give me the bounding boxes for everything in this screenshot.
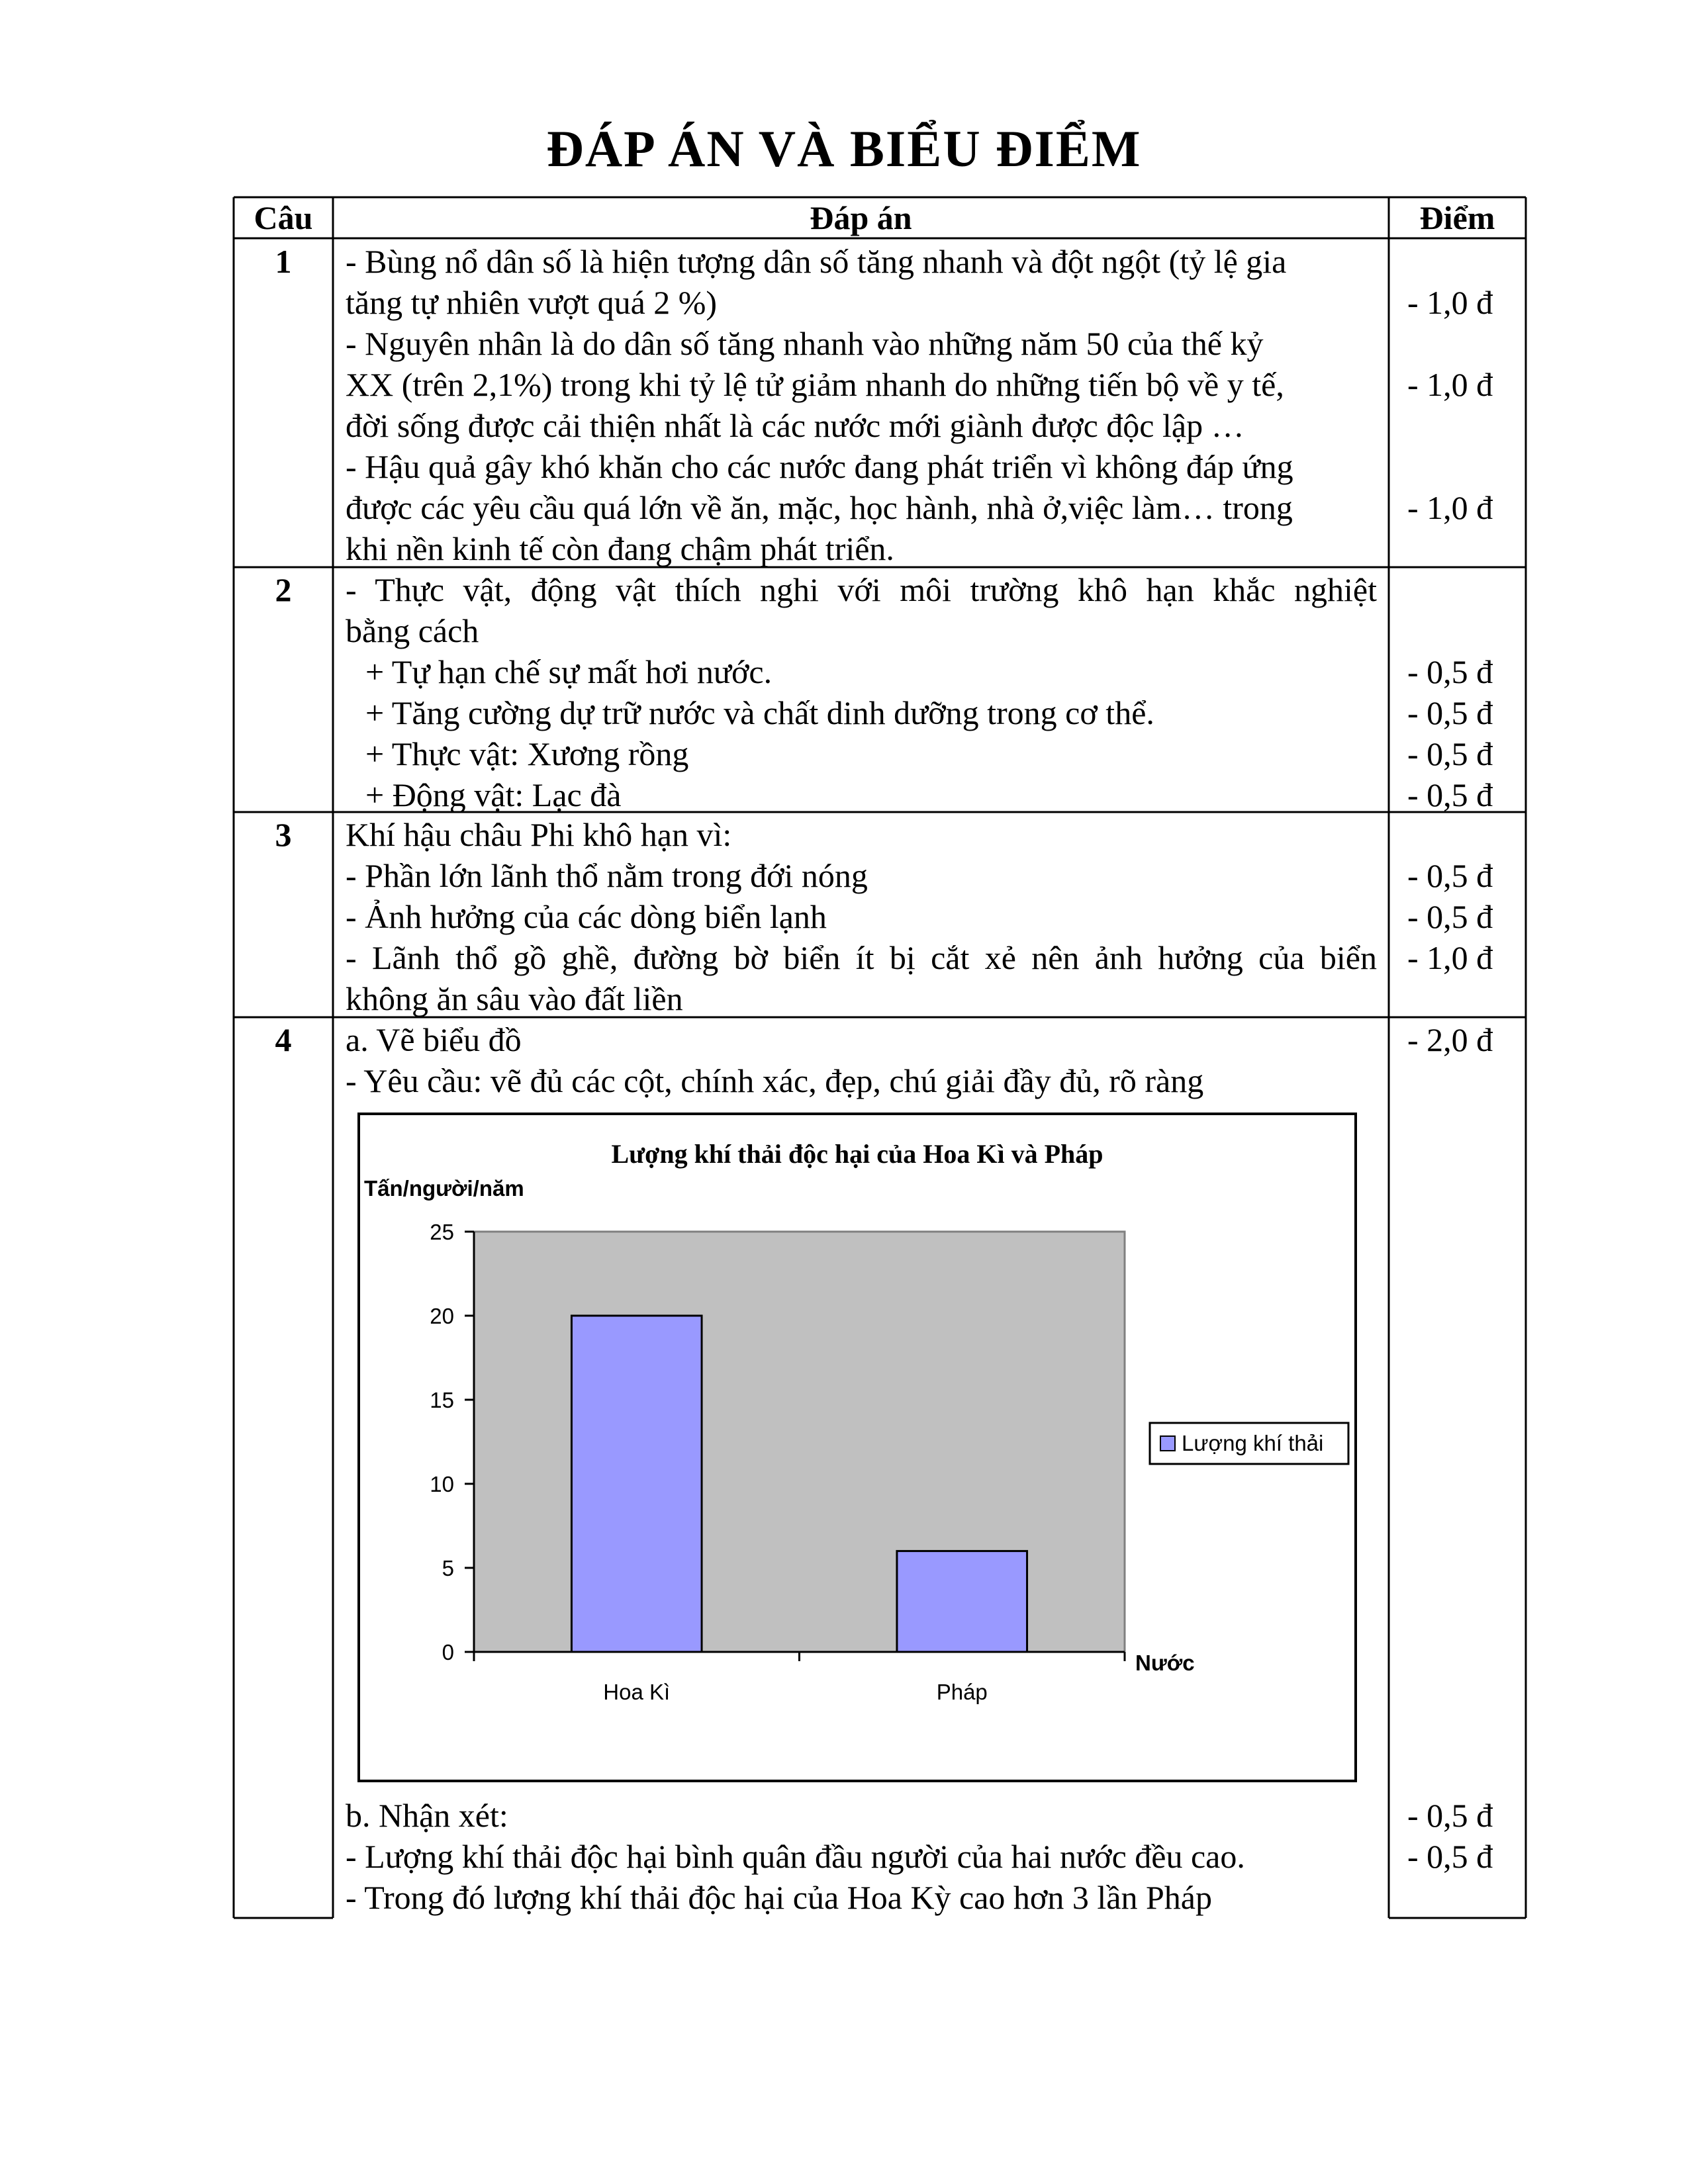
x-axis-label: Nước	[1135, 1651, 1195, 1675]
answer-line: bằng cách	[346, 612, 479, 649]
answer-line: tăng tự nhiên vượt quá 2 %)	[346, 284, 718, 321]
header-answer: Đáp án	[810, 199, 912, 236]
question-number: 2	[275, 571, 292, 608]
answer-line: + Tăng cường dự trữ nước và chất dinh dưỡng trong cơ thể.	[365, 694, 1154, 731]
score-value: - 0,5 đ	[1407, 776, 1493, 813]
emissions-chart	[357, 1113, 1357, 1782]
score-value: - 0,5 đ	[1407, 1797, 1493, 1834]
score-value: - 2,0 đ	[1407, 1021, 1493, 1058]
answer-line: XX (trên 2,1%) trong khi tỷ lệ tử giảm nhanh do những tiến bộ về y tế,	[346, 366, 1284, 403]
score-value: - 0,5 đ	[1407, 1838, 1493, 1875]
score-value: - 0,5 đ	[1407, 653, 1493, 690]
answer-line: + Thực vật: Xương rồng	[365, 735, 689, 772]
answer-line: - Phần lớn lãnh thổ nằm trong đới nóng	[346, 857, 868, 894]
answer-line: a. Vẽ biểu đồ	[346, 1021, 522, 1058]
chart-title: Lượng khí thải độc hại của Hoa Kì và Pháp	[611, 1139, 1103, 1169]
question-number: 1	[275, 243, 292, 280]
answer-line: - Ảnh hưởng của các dòng biển lạnh	[346, 898, 827, 935]
question-number: 4	[275, 1021, 292, 1058]
x-tick-label: Pháp	[936, 1680, 988, 1704]
answer-line: không ăn sâu vào đất liền	[346, 980, 683, 1017]
y-tick-label: 10	[430, 1472, 454, 1496]
legend-label: Lượng khí thải	[1182, 1431, 1324, 1455]
answer-line: - Lãnh thổ gồ ghề, đường bờ biển ít bị cắt xẻ nên ảnh hưởng của biển	[346, 939, 1377, 976]
answer-line: b. Nhận xét:	[346, 1797, 508, 1834]
answer-line: - Hậu quả gây khó khăn cho các nước đang phát triển vì không đáp ứng	[346, 448, 1293, 485]
answer-line: - Lượng khí thải độc hại bình quân đầu người của hai nước đều cao.	[346, 1838, 1245, 1875]
answer-line: Khí hậu châu Phi khô hạn vì:	[346, 816, 732, 853]
score-value: - 1,0 đ	[1407, 939, 1493, 976]
answer-line: - Trong đó lượng khí thải độc hại của Hoa Kỳ cao hơn 3 lần Pháp	[346, 1879, 1212, 1916]
score-value: - 1,0 đ	[1407, 284, 1493, 321]
bar-hoa-kì	[571, 1316, 702, 1652]
y-tick-label: 25	[430, 1220, 454, 1244]
y-tick-label: 5	[442, 1556, 454, 1580]
answer-line: - Bùng nổ dân số là hiện tượng dân số tăng nhanh và đột ngột (tỷ lệ gia	[346, 243, 1287, 280]
answer-line: khi nền kinh tế còn đang chậm phát triển.	[346, 530, 894, 567]
y-axis-label: Tấn/người/năm	[364, 1176, 524, 1201]
answer-line: + Tự hạn chế sự mất hơi nước.	[365, 653, 773, 690]
answer-line: + Động vật: Lạc đà	[365, 776, 622, 813]
score-value: - 0,5 đ	[1407, 857, 1493, 894]
y-tick-label: 20	[430, 1304, 454, 1328]
question-number: 3	[275, 816, 292, 853]
answer-line: - Nguyên nhân là do dân số tăng nhanh vào những năm 50 của thế kỷ	[346, 325, 1264, 362]
score-value: - 1,0 đ	[1407, 489, 1493, 526]
answer-line: đời sống được cải thiện nhất là các nước mới giành được độc lập …	[346, 407, 1244, 444]
y-tick-label: 0	[442, 1640, 454, 1664]
answer-line: - Yêu cầu: vẽ đủ các cột, chính xác, đẹp, chú giải đầy đủ, rõ ràng	[346, 1062, 1204, 1099]
y-tick-label: 15	[430, 1388, 454, 1412]
answer-line: - Thực vật, động vật thích nghi với môi trường khô hạn khắc nghiệt	[346, 571, 1377, 608]
score-value: - 1,0 đ	[1407, 366, 1493, 403]
header-score: Điểm	[1419, 199, 1495, 236]
legend-swatch	[1160, 1436, 1175, 1451]
page-title: ĐÁP ÁN VÀ BIỂU ĐIỂM	[546, 120, 1142, 177]
score-value: - 0,5 đ	[1407, 898, 1493, 935]
x-tick-label: Hoa Kì	[603, 1680, 671, 1704]
score-value: - 0,5 đ	[1407, 694, 1493, 731]
bar-pháp	[897, 1551, 1027, 1652]
chart-canvas	[360, 1115, 1354, 1780]
score-value: - 0,5 đ	[1407, 735, 1493, 772]
header-question: Câu	[254, 199, 313, 236]
answer-line: được các yêu cầu quá lớn về ăn, mặc, học hành, nhà ở,việc làm… trong	[346, 489, 1293, 526]
